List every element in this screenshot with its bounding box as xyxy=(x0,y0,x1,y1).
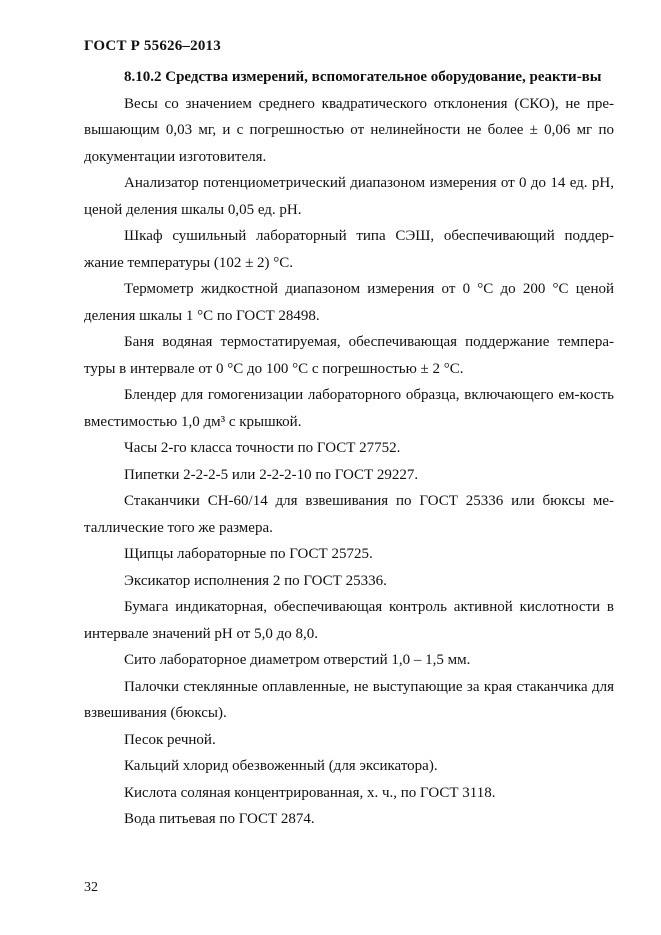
equipment-item: Сито лабораторное диаметром отверстий 1,0 – 1,5 мм. xyxy=(124,652,471,668)
equipment-item: Пипетки 2-2-2-5 или 2-2-2-10 по ГОСТ 29227. xyxy=(124,466,419,483)
document-code-header: ГОСТ Р 55626–2013 xyxy=(84,38,221,54)
equipment-item: Стаканчики СН-60/14 для взвешивания по ГОСТ 25336 или бюксы ме-таллические того же размера. xyxy=(84,493,614,536)
equipment-item: Термометр жидкостной диапазоном измерения от 0 °С до 200 °С ценой деления шкалы 1 °С по ГОСТ 28498. xyxy=(84,281,614,324)
page-content xyxy=(84,64,614,833)
equipment-item: Палочки стеклянные оплавленные, не выступающие за края стаканчика для взвешивания (бюксы). xyxy=(84,678,614,721)
equipment-item: Эксикатор исполнения 2 по ГОСТ 25336. xyxy=(124,572,387,589)
equipment-item: Часы 2-го класса точности по ГОСТ 27752. xyxy=(124,440,401,456)
reagent-item: Кислота соляная концентрированная, х. ч., по ГОСТ 3118. xyxy=(124,784,496,801)
equipment-item: Блендер для гомогенизации лабораторного образца, включающего ем-кость вместимостью 1,0 дм³ с крышкой. xyxy=(84,387,614,430)
reagent-item: Вода питьевая по ГОСТ 2874. xyxy=(124,811,315,827)
reagent-item: Кальций хлорид обезвоженный (для эксикатора). xyxy=(124,758,438,774)
equipment-item: Анализатор потенциометрический диапазоном измерения от 0 до 14 ед. pH, ценой деления шкалы 0,05 ед. pH. xyxy=(84,175,614,218)
reagent-item: Песок речной. xyxy=(124,731,216,748)
equipment-item: Щипцы лабораторные по ГОСТ 25725. xyxy=(124,546,373,562)
equipment-item: Бумага индикаторная, обеспечивающая контроль активной кислотности в интервале значений pH от 5,0 до 8,0. xyxy=(84,599,614,642)
page-number: 32 xyxy=(84,880,98,895)
equipment-item: Весы со значением среднего квадратического отклонения (СКО), не пре-вышающим 0,03 мг, и с погрешностью от нелинейности не более ± 0,06 мг по документации изготовителя. xyxy=(84,95,614,165)
equipment-item: Шкаф сушильный лабораторный типа СЭШ, обеспечивающий поддер-жание температуры (102 ± 2) °С. xyxy=(84,228,614,271)
section-heading: 8.10.2 Средства измерений, вспомогательное оборудование, реакти-вы xyxy=(124,69,602,85)
equipment-item: Баня водяная термостатируемая, обеспечивающая поддержание темпера-туры в интервале от 0 °С до 100 °С с погрешностью ± 2 °С. xyxy=(84,334,614,377)
